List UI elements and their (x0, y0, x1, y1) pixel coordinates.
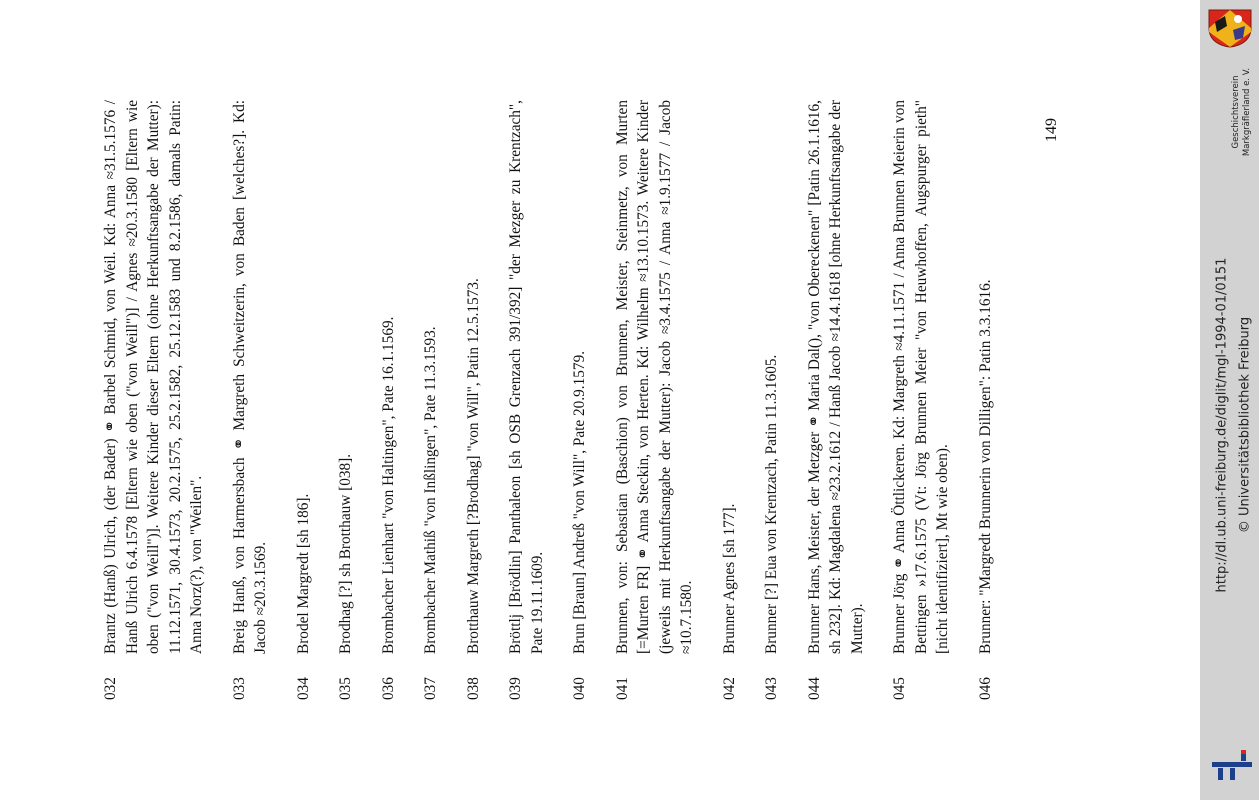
entry-number: 039 (507, 677, 524, 700)
entry-038 (463, 100, 485, 700)
entry-045 (889, 100, 954, 700)
entry-text: Brunner: "Margredt Brunnerin von Dilligen": Patin 3.3.1616. (976, 279, 994, 654)
page-number: 149 (1043, 118, 1060, 142)
entry-text: Brunner Agnes [sh 177]. (720, 503, 738, 654)
entry-text: Brombacher Lienhart "von Haltingen", Pate 16.1.1569. (379, 316, 397, 654)
entry-037 (420, 100, 442, 700)
entry-number: 040 (571, 677, 588, 700)
entry-042 (719, 100, 741, 700)
entry-text: Brombacher Mathiß "von Inßlingen", Pate 11.3.1593. (422, 326, 439, 654)
society-name-line2: Markgräflerland e. V. (1242, 67, 1252, 157)
entry-number: 035 (337, 677, 354, 700)
entry-number: 033 (230, 677, 248, 700)
entry-034 (293, 100, 315, 700)
entry-text: Brotthauw Margreth [?Brodhag] "von Will", Patin 12.5.1573. (464, 278, 482, 654)
entry-number: 041 (613, 677, 631, 700)
copyright-notice: © Universitätsbibliothek Freiburg (1237, 316, 1253, 534)
entry-number: 045 (891, 677, 908, 700)
entry-035 (335, 100, 357, 700)
entry-number: 032 (102, 677, 119, 700)
library-logo-icon (1210, 748, 1254, 782)
entry-text: Brodhag [?] sh Brotthauw [038]. (337, 453, 354, 654)
entry-032 (100, 100, 208, 700)
entry-text: Brunner Jörg ⚭ Anna Öttlickeren. Kd: Margreth ≈4.11.1571 / Anna Brunnen Meierin von Bettingen »17.6.1575 (Vt: Jörg Brunnen Meier "von Heuwhoffen, Augspurger pieth" [nicht identifiziert], Mt wie oben). (891, 100, 951, 654)
entry-number: 042 (720, 677, 738, 700)
entry-text: Brodel Margredt [sh 186]. (294, 493, 312, 654)
entries-list (100, 100, 1080, 700)
entry-033 (229, 100, 272, 700)
entry-text: Brunner Hans, Meister, der Metzger ⚭ Maria Dal(), "von Obereckenen" [Patin 26.1.1616, sh 232]. Kd: Magdalena ≈23.2.1612 / Hanß Jacob ≈14.4.1618 [ohne Herkunftsangabe der Mutter). (805, 100, 866, 654)
entry-046 (975, 100, 997, 700)
entry-number: 046 (976, 677, 994, 700)
entry-number: 034 (294, 677, 312, 700)
entry-040 (569, 100, 591, 700)
entry-041 (612, 100, 698, 700)
entry-number: 037 (422, 677, 439, 700)
entry-036 (378, 100, 400, 700)
entry-number: 043 (763, 677, 780, 700)
entry-text: Brunner [?] Eua von Krentzach, Patin 11.3.1605. (763, 354, 780, 654)
document-url[interactable]: http://dl.ub.uni-freiburg.de/diglit/mgl-1994-01/0151 (1214, 257, 1230, 593)
entry-text: Brun [Braun] Andreß "von Will", Pate 20.9.1579. (571, 350, 588, 654)
entry-text: Bröttlj [Brödlin] Panthaleon [sh OSB Grenzach 391/392] "der Mezger zu Krentzach", Pate 19.11.1609. (507, 100, 546, 654)
entry-043 (761, 100, 783, 700)
society-crest-icon (1207, 8, 1253, 48)
entry-039 (505, 100, 548, 700)
entry-044 (804, 100, 869, 700)
society-name-line1: Geschichtsverein (1231, 75, 1241, 149)
entry-text: Brantz (Hanß) Ulrich, (der Bader) ⚭ Barbel Schmid, von Weil. Kd: Anna ≈31.5.1576 / Hanß Ulrich 6.4.1578 [Eltern wie oben ("von Weill")] / Agnes ≈20.3.1580 [Eltern wie oben ("von Weill")]. Weitere Kinder dieser Eltern (ohne Herkunftsangabe der Mutter): 11.12.1571, 30.4.1573, 20.2.1575, 25.2.1582, 25.12.1583 und 8.2.1586, damals Patin: Anna Norz(?), von "Weilen". (102, 100, 205, 654)
entry-number: 036 (379, 677, 397, 700)
entry-number: 038 (464, 677, 482, 700)
entry-text: Breig Hanß, von Harmersbach ⚭ Margreth Schweitzerin, von Baden [welches?]. Kd: Jacob ≈20.3.1569. (230, 100, 269, 654)
entry-text: Brunnen, von: Sebastian (Baschion) von Brunnen, Meister, Steinmetz, von Murten [=Murten FR] ⚭ Anna Steckin, von Herten. Kd: Wilhelm ≈13.10.1573. Weitere Kinder (jeweils mit Herkunftsangabe der Mutter): Jacob ≈3.4.1575 / Anna ≈1.9.1577 / Jacob ≈10.7.1580. (613, 100, 695, 654)
entry-number: 044 (805, 677, 823, 700)
